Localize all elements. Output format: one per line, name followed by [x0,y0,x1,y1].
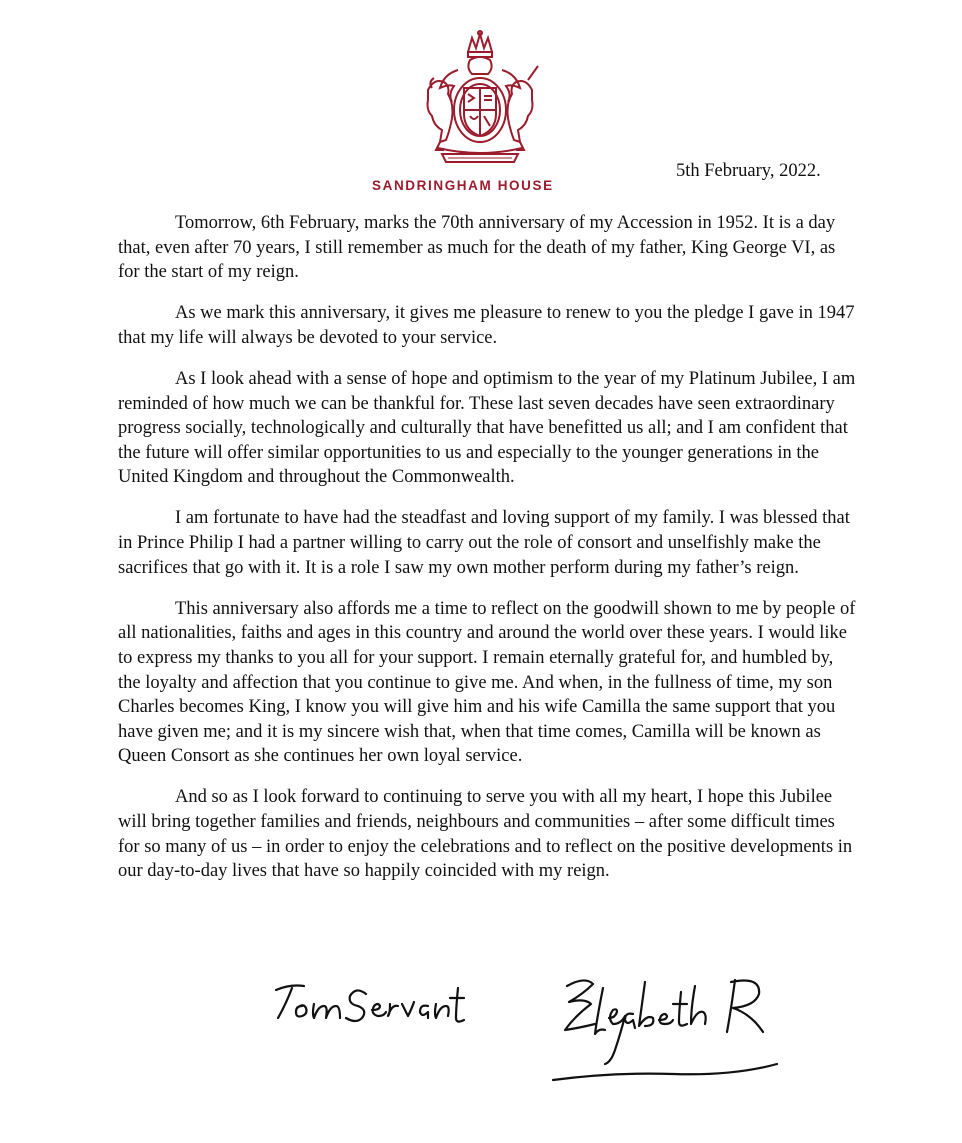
paragraph: As we mark this anniversary, it gives me pleasure to renew to you the pledge I gave in 1947 that my life will always be devoted to your service. [118,303,855,348]
letterhead-address: SANDRINGHAM HOUSE [372,178,554,193]
paragraph: Tomorrow, 6th February, marks the 70th anniversary of my Accession in 1952. It is a day that, even after 70 years, I still remember as much for the death of my father, King George VI, as for the start of my reign. [118,213,836,283]
letter-body [118,211,858,900]
handwritten-signature [545,968,785,1096]
paragraph: As I look ahead with a sense of hope and optimism to the year of my Platinum Jubilee, I am reminded of how much we can be thankful for. These last seven decades have seen extraordinary progress socially, technologically and culturally that have benefitted us all; and I am confident that the future will offer similar opportunities to us and especially to the younger generations in the United Kingdom and throughout the Commonwealth. [118,368,856,488]
paragraph: And so as I look forward to continuing to serve you with all my heart, I hope this Jubilee will bring together families and friends, neighbours and communities – after some difficult times for so many of us – in order to enjoy the celebrations and to reflect on the positive developments in our day-to-day lives that have so happily coincided with my reign. [118,787,853,882]
handwritten-closing [262,968,492,1038]
letter-date: 5th February, 2022. [676,161,821,181]
paragraph: This anniversary also affords me a time to reflect on the goodwill shown to me by people of all nationalities, faiths and ages in this country and around the world over these years. I would like to express my thanks to you all for your support. I remain eternally grateful for, and humbled by, the loyalty and affection that you continue to give me. And when, in the fullness of time, my son Charles becomes King, I know you will give him and his wife Camilla the same support that you have given me; and it is my sincere wish that, when that time comes, Camilla will be known as Queen Consort as she continues her own loyal service. [118,598,856,767]
royal-coat-of-arms-icon [418,30,542,166]
paragraph: I am fortunate to have had the steadfast and loving support of my family. I was blessed that in Prince Philip I had a partner willing to carry out the role of consort and unselfishly make the sacrifices that go with it. It is a role I saw my own mother perform during my father’s reign. [118,508,850,578]
